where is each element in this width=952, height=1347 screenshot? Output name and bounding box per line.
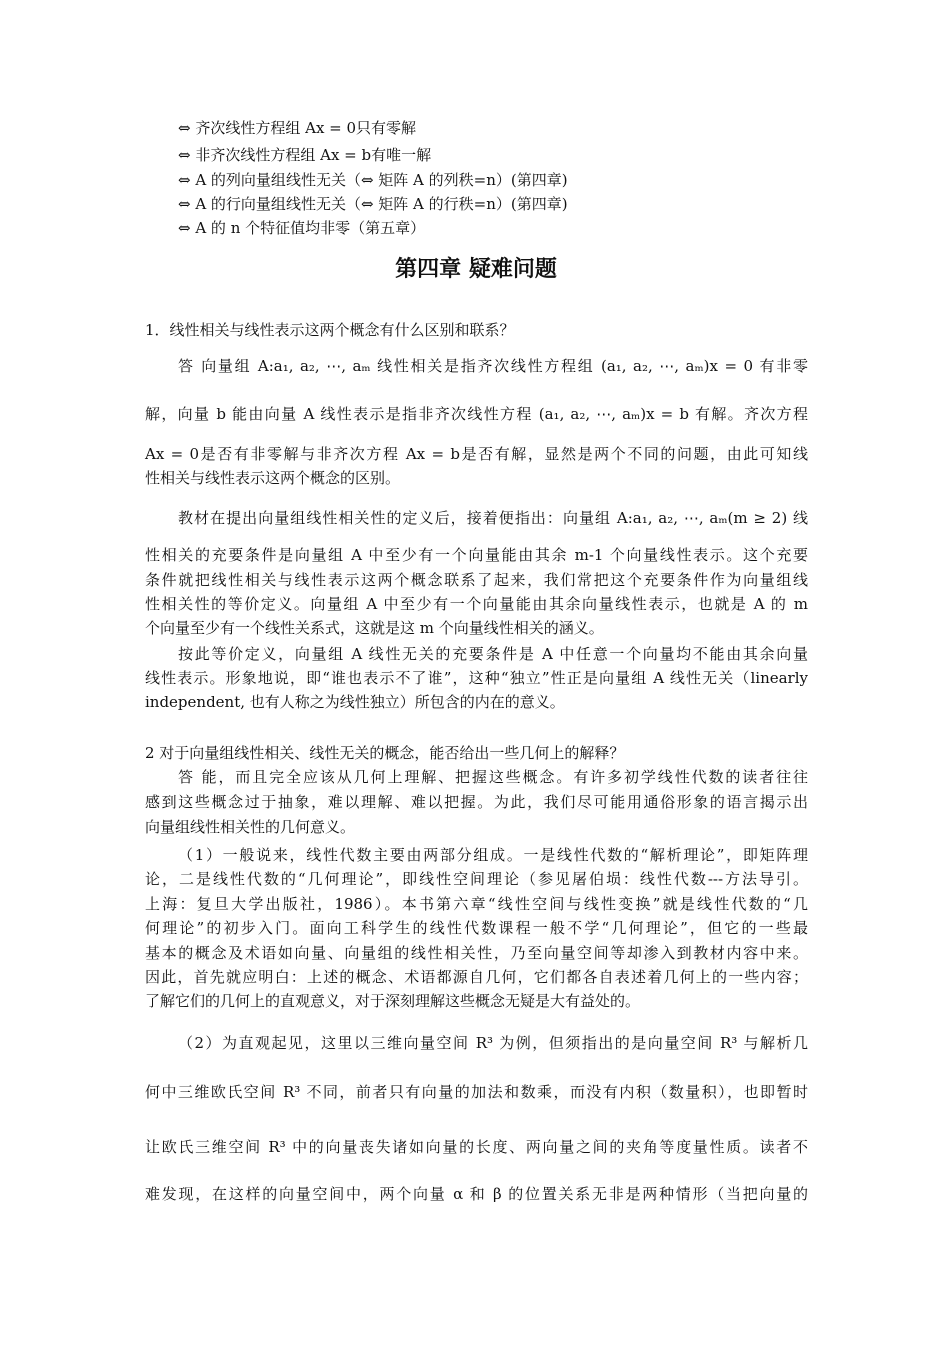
equivalence-item: ⇔ A 的 n 个特征值均非零（第五章） [178,219,426,237]
q2-paragraph-line: 了解它们的几何上的直观意义，对于深刻理解这些概念无疑是大有益处的。 [145,992,641,1010]
q2-paragraph-line: 因此，首先就应明白：上述的概念、术语都源自几何，它们都各自表述着几何上的一些内容； [145,968,808,986]
q2-paragraph-line: 让欧氏三维空间 R³ 中的向量丧失诸如向量的长度、两向量之间的夹角等度量性质。读者不 [145,1138,808,1156]
q1-paragraph-line: 性相关的充要条件是向量组 A 中至少有一个向量能由其余 m-1 个向量线性表示。这个充要 [145,546,808,564]
equivalence-item: ⇔ 齐次线性方程组 Ax = 0只有零解 [178,119,417,137]
equivalence-item: ⇔ A 的行向量组线性无关（⇔ 矩阵 A 的行秩=n）(第四章) [178,195,568,213]
question-2: 2 对于向量组线性相关、线性无关的概念，能否给出一些几何上的解释？ [145,744,625,762]
q2-answer-line: 感到这些概念过于抽象，难以理解、难以把握。为此，我们尽可能用通俗形象的语言揭示出 [145,793,808,811]
q1-answer-line: 解，向量 b 能由向量 A 线性表示是指非齐次线性方程 (a₁, a₂, ⋯, aₘ)x = b 有解。齐次方程 [145,405,808,423]
q1-paragraph-line: 条件就把线性相关与线性表示这两个概念联系了起来，我们常把这个充要条件作为向量组线 [145,571,808,589]
chapter-title: 第四章 疑难问题 [395,257,557,282]
q2-answer-line: 答 能，而且完全应该从几何上理解、把握这些概念。有许多初学线性代数的读者往往 [178,768,808,786]
q2-paragraph-line: 难发现，在这样的向量空间中，两个向量 α 和 β 的位置关系无非是两种情形（当把向量的 [145,1185,808,1203]
q2-paragraph-line: （1）一般说来，线性代数主要由两部分组成。一是线性代数的“解析理论”，即矩阵理 [178,846,808,864]
q1-answer-line: 性相关与线性表示这两个概念的区别。 [145,469,401,487]
q1-paragraph-line: independent, 也有人称之为线性独立）所包含的内在的意义。 [145,693,565,711]
q2-paragraph-line: 基本的概念及术语如向量、向量组的线性相关性，乃至向量空间等却渗入到教材内容中来。 [145,944,808,962]
q1-paragraph-line: 个向量至少有一个线性关系式，这就是这 m 个向量线性相关的涵义。 [145,619,604,637]
q2-paragraph-line: （2）为直观起见，这里以三维向量空间 R³ 为例，但须指出的是向量空间 R³ 与解析几 [178,1034,808,1052]
q2-paragraph-line: 何中三维欧氏空间 R³ 不同，前者只有向量的加法和数乘，而没有内积（数量积），也即暂时 [145,1083,808,1101]
q1-answer-line: 答 向量组 A:a₁, a₂, ⋯, aₘ 线性相关是指齐次线性方程组 (a₁, a₂, ⋯, aₘ)x = 0 有非零 [178,357,808,375]
q1-paragraph-line: 性相关性的等价定义。向量组 A 中至少有一个向量能由其余向量线性表示，也就是 A 的 m [145,595,808,613]
q1-paragraph-line: 教材在提出向量组线性相关性的定义后，接着便指出：向量组 A:a₁, a₂, ⋯, aₘ(m ≥ 2) 线 [178,509,808,527]
equivalence-item: ⇔ 非齐次线性方程组 Ax = b有唯一解 [178,146,432,164]
q2-answer-line: 向量组线性相关性的几何意义。 [145,818,356,836]
q2-paragraph-line: 何理论”的初步入门。面向工科学生的线性代数课程一般不学“几何理论”，但它的一些最 [145,919,808,937]
q1-paragraph-line: 线性表示。形象地说，即“谁也表示不了谁”，这种“独立”性正是向量组 A 线性无关（linearly [145,669,808,687]
question-1: 1．线性相关与线性表示这两个概念有什么区别和联系？ [145,321,515,339]
equivalence-item: ⇔ A 的列向量组线性无关（⇔ 矩阵 A 的列秩=n）(第四章) [178,171,568,189]
q2-paragraph-line: 论，二是线性代数的“几何理论”，即线性空间理论（参见屠伯埙：线性代数---方法导引。 [145,870,808,888]
q2-paragraph-line: 上海：复旦大学出版社，1986）。本书第六章“线性空间与线性变换”就是线性代数的“几 [145,895,808,913]
q1-answer-line: Ax = 0是否有非零解与非齐次方程 Ax = b是否有解，显然是两个不同的问题，由此可知线 [145,445,808,463]
q1-paragraph-line: 按此等价定义，向量组 A 线性无关的充要条件是 A 中任意一个向量均不能由其余向量 [178,645,808,663]
